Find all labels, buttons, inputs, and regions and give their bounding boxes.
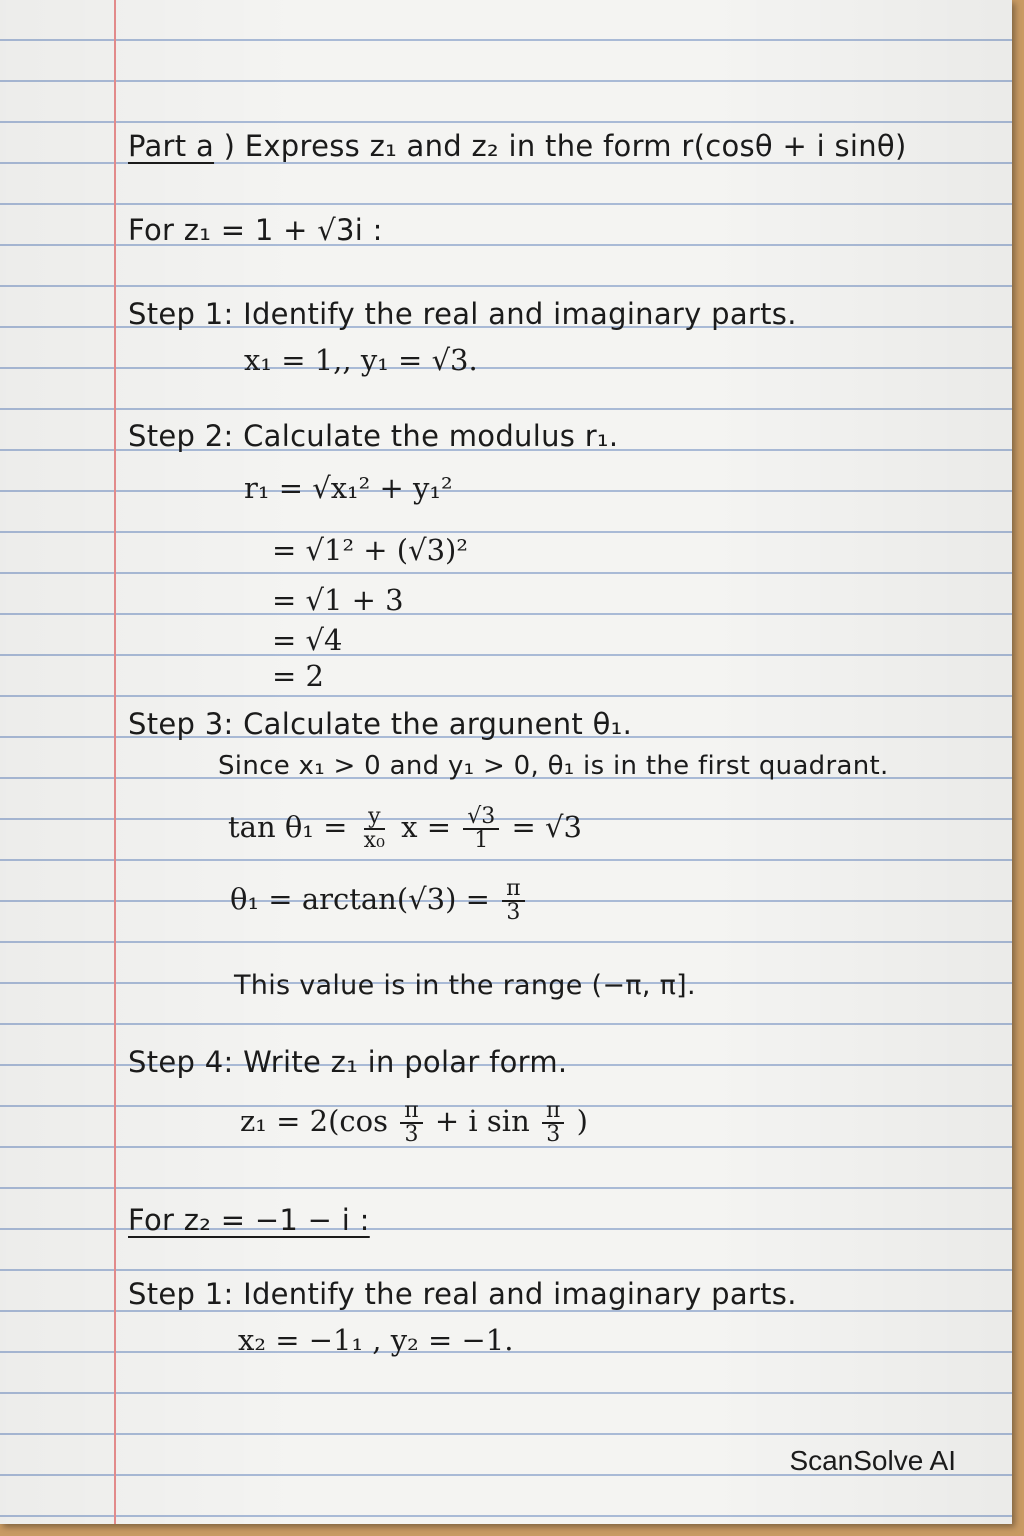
tan-frac-2 [463,806,499,852]
z1-heading-text: For z₁ = 1 + √3i : [128,213,383,247]
theta-lhs: θ₁ = arctan(√3) = [230,882,490,916]
z1-step3-note [218,748,889,784]
z2-step1-eq [238,1322,513,1358]
tan-frac-1 [360,806,389,852]
theta-frac [502,878,524,924]
tan-mid: x = [401,810,451,844]
z1-step3-tan [228,806,582,852]
z2-step1-title [128,1276,797,1312]
z2-step1-title-text: Step 1: Identify the real and imaginary parts. [128,1277,797,1311]
z1-step3-title [128,706,632,742]
brand-text: ScanSolve AI [789,1445,956,1476]
brand-watermark [789,1445,956,1477]
z1-step2-line-5: = 2 [272,659,324,693]
z1-step1-eq [244,342,478,378]
polar-start: z₁ = 2(cos [240,1104,388,1138]
z1-step2-eq5 [272,658,324,694]
polar-mid: + i sin [434,1104,530,1138]
z1-step1-eq-text: x₁ = 1,, y₁ = √3. [244,343,478,377]
polar-frac-1-num: π [400,1100,422,1124]
z1-step2-eq3 [272,582,404,618]
z1-step2-line-2: = √1² + (√3)² [272,533,468,567]
z1-step2-title [128,418,618,454]
part-heading [128,128,907,164]
z1-step2-line-4: = √4 [272,623,343,657]
z1-step2-line-1: r₁ = √x₁² + y₁² [244,471,453,505]
tan-rhs: = √3 [511,810,582,844]
theta-frac-den: 3 [506,900,521,925]
part-title: ) Express z₁ and z₂ in the form r(cosθ + i sinθ) [223,129,907,163]
polar-frac-1-den: 3 [404,1122,419,1147]
tan-frac-2-num: √3 [463,806,499,830]
z1-step3-theta [230,878,528,924]
z2-step1-eq-text: x₂ = −1₁ , y₂ = −1. [238,1323,514,1357]
tan-lhs: tan θ₁ = [228,810,348,844]
z1-step3-title-text: Step 3: Calculate the argunent θ₁. [128,707,633,741]
tan-frac-1-den: x₀ [363,828,385,853]
range-note-text: This value is in the range (−π, π]. [234,970,696,1001]
z2-heading-text: For z₂ = −1 − i : [128,1203,370,1237]
z1-step2-eq1 [244,470,453,506]
z1-step2-eq4 [272,622,342,658]
tan-frac-1-num: y [364,806,384,830]
z1-heading [128,212,383,248]
z1-step3-range [234,968,696,1004]
polar-frac-2-num: π [542,1100,564,1124]
theta-frac-num: π [502,878,524,902]
tan-frac-2-den: 1 [474,828,489,853]
z1-step1-title [128,296,797,332]
z1-step1-title-text: Step 1: Identify the real and imaginary parts. [128,297,797,331]
polar-frac-2-den: 3 [546,1122,561,1147]
z1-step2-eq2 [272,532,468,568]
polar-frac-2 [542,1100,564,1146]
z1-step2-title-text: Step 2: Calculate the modulus r₁. [128,419,619,453]
part-label: Part a [128,129,215,163]
polar-end: ) [576,1104,588,1138]
z1-step4-eq [240,1100,588,1146]
z1-step4-title [128,1044,567,1080]
polar-frac-1 [400,1100,422,1146]
z1-step4-title-text: Step 4: Write z₁ in polar form. [128,1045,568,1079]
z2-heading [128,1202,370,1238]
z1-step2-line-3: = √1 + 3 [272,583,404,617]
margin-line [114,0,116,1524]
z1-step3-note-text: Since x₁ > 0 and y₁ > 0, θ₁ is in the first quadrant. [218,751,889,781]
